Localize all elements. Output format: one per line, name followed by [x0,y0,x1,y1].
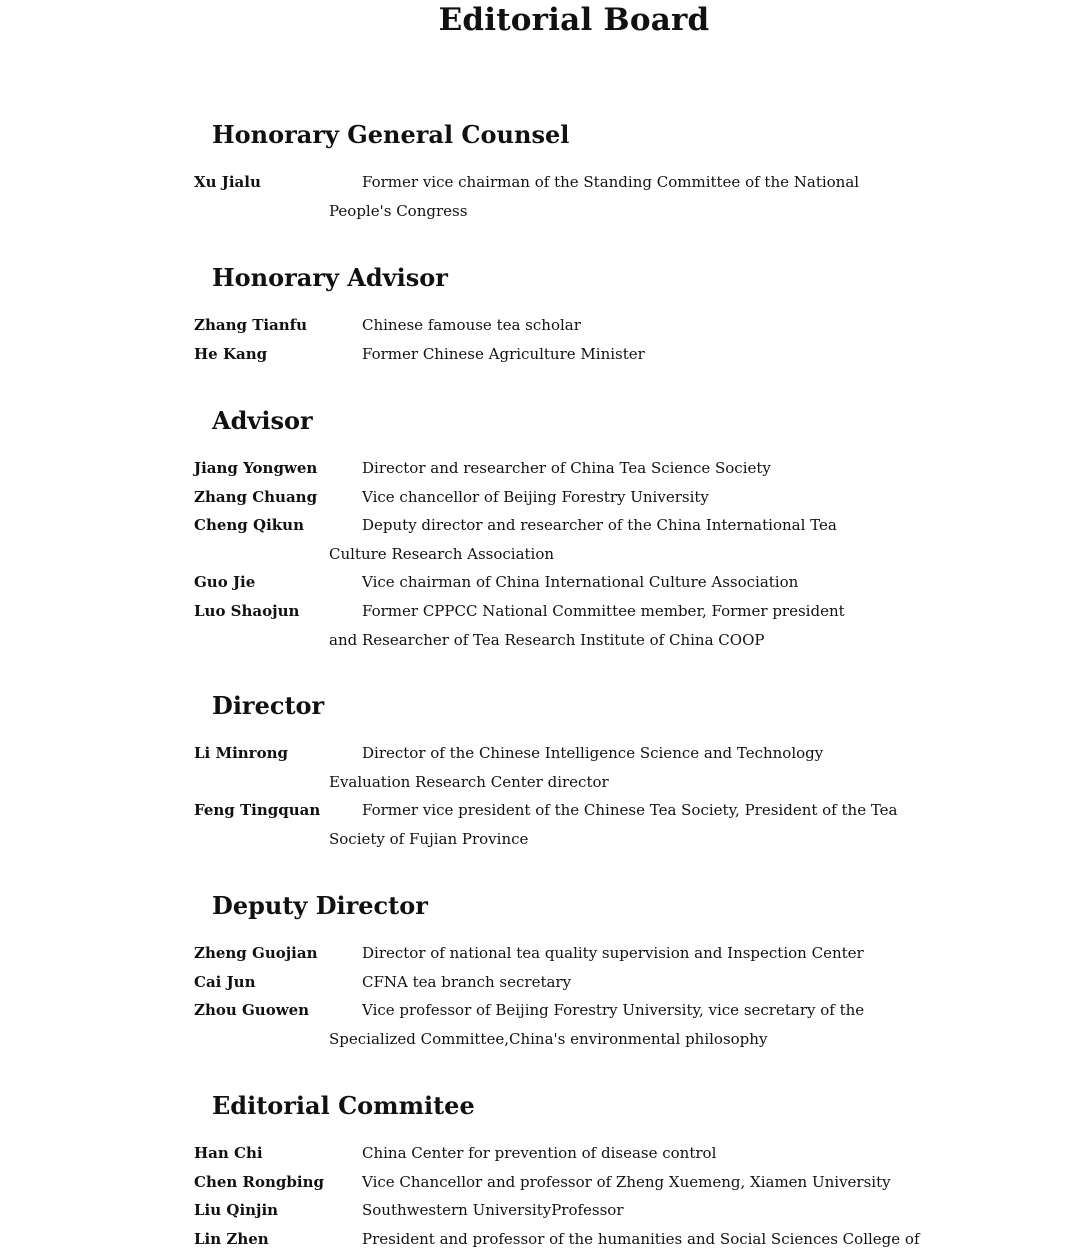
member-description: China Center for prevention of disease control [362,1144,717,1162]
member-description: Vice chancellor of Beijing Forestry University [362,487,709,506]
member-name: Feng Tingquan [194,801,321,820]
member-name: Zhou Guowen [194,1001,310,1020]
member-name: Lin Zhen [194,1229,269,1248]
section-heading: Director [212,691,325,720]
member-description: Vice professor of Beijing Forestry University, vice secretary of the Specialized Committee,China's environmental philosophy [329,1001,865,1048]
board-member-entry [194,796,934,853]
section-deputy-director [194,890,934,1053]
board-member-entry [194,1196,934,1225]
member-description: Director of the Chinese Intelligence Science and Technology Evaluation Research Center director [329,744,824,791]
member-name: Luo Shaojun [194,601,300,620]
board-member-entry [194,996,934,1053]
board-member-entry [194,739,934,796]
member-name: He Kang [194,344,268,363]
member-name: Jiang Yongwen [194,459,318,477]
board-member-entry [194,968,934,997]
member-name: Guo Jie [194,573,256,592]
page-title: Editorial Board [438,2,710,38]
member-description: Director of national tea quality supervision and Inspection Center [362,944,864,962]
member-name: Han Chi [194,1144,263,1162]
member-description: Former Chinese Agriculture Minister [362,344,645,363]
member-description: CFNA tea branch secretary [362,972,572,991]
member-name: Zheng Guojian [194,944,318,962]
member-name: Xu Jialu [194,173,261,191]
member-name: Cheng Qikun [194,516,304,535]
member-description: Former vice chairman of the Standing Committee of the National People's Congress [329,173,860,220]
member-description: President and professor of the humanities and Social Sciences College of [362,1229,920,1248]
section-heading: Deputy Director [212,891,428,920]
board-member-entry [194,311,934,340]
board-member-entry [194,511,934,568]
board-member-entry [194,939,934,968]
member-description: Vice chairman of China International Culture Association [362,573,799,592]
section-advisor [194,405,934,654]
board-member-entry [194,454,934,483]
member-description: Former CPPCC National Committee member, Former president and Researcher of Tea Research Institute of China COOP [329,601,845,649]
board-member-entry [194,597,934,654]
section-editorial-committee [194,1090,934,1253]
member-description: Southwestern UniversityProfessor [362,1201,624,1220]
section-heading: Editorial Commitee [212,1091,475,1120]
board-member-entry [194,568,934,597]
member-name: Liu Qinjin [194,1201,279,1220]
section-heading: Honorary General Counsel [212,120,570,149]
member-description: Vice Chancellor and professor of Zheng Xuemeng, Xiamen University [362,1172,891,1191]
section-honorary-general-counsel [194,119,934,225]
section-heading: Honorary Advisor [212,263,448,292]
board-member-entry [194,1139,934,1168]
board-member-entry [194,483,934,512]
member-description: Chinese famouse tea scholar [362,316,581,334]
board-member-entry [194,340,934,369]
board-member-entry [194,168,934,225]
member-name: Zhang Tianfu [194,316,308,334]
section-director [194,690,934,853]
member-name: Cai Jun [194,972,256,991]
section-honorary-advisor [194,262,934,368]
board-member-entry [194,1168,934,1197]
member-description: Deputy director and researcher of the China International Tea Culture Research Association [329,516,837,563]
member-name: Li Minrong [194,744,288,762]
member-description: Director and researcher of China Tea Science Society [362,459,771,477]
board-member-entry [194,1225,934,1254]
member-name: Zhang Chuang [194,487,318,506]
member-description: Former vice president of the Chinese Tea Society, President of the Tea Society of Fujian Province [329,801,898,848]
section-heading: Advisor [212,406,313,435]
member-name: Chen Rongbing [194,1172,324,1191]
